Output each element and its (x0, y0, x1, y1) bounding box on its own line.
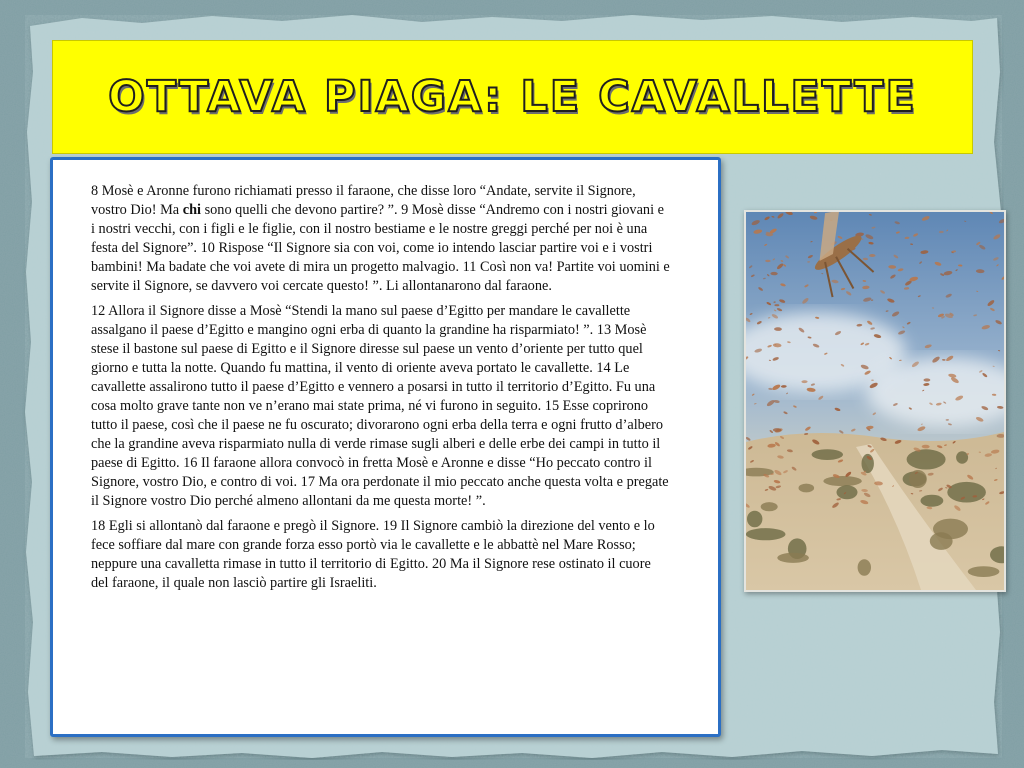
paragraph-3: 18 Egli si allontanò dal faraone e pregò il Signore. 19 Il Signore cambiò la direzione del vento e lo fece soffiare dal mare con grande forza esso portò via le cavallette e le abbattè nel Mare Rosso; neppure una cavalletta rimase in tutto il territorio di Egitto. 20 Ma il Signore rese ostinato il cuore del faraone, il quale non lasciò partire gli Israeliti. (91, 518, 655, 591)
paragraph-1-start: 8 Mosè e Aronne furono richiamati presso il faraone, che disse loro “Andate, servite il Signore, vostro Dio! Ma (91, 183, 636, 218)
scripture-text (91, 182, 671, 599)
shrub (907, 449, 946, 469)
shrub (761, 502, 778, 511)
shrub (858, 559, 871, 576)
paragraph-1-end: sono quelli che devono partire? ”. 9 Mosè disse “Andremo con i nostri giovani e i nostri vecchi, con i figli e le figlie, con il nostro bestiame e le nostre greggi perché per noi è una festa del Signore”. 10 Rispose “Il Signore sia con voi, come io intendo lasciar partire voi e i vostri bambini! Ma badate che voi avete di mira un progetto malvagio. 11 Così non va! Partite voi uomini e servite il Signore, se davvero voi cercate questo! ”. Li allontanarono dal faraone. (91, 202, 670, 294)
shrub (777, 553, 809, 563)
shrub (921, 495, 944, 507)
shrub (747, 511, 762, 528)
scripture-text-box (50, 157, 721, 737)
locust-swarm-image (744, 210, 1006, 592)
shrub (930, 532, 953, 550)
paragraph-1 (91, 182, 671, 296)
shrub (799, 484, 815, 493)
shrub (909, 470, 927, 488)
slide-title: OTTAVA PIAGA: LE CAVALLETTE (108, 72, 917, 122)
paragraph-1-bold-word: chi (182, 202, 202, 218)
shrub (956, 451, 968, 463)
locust-swarm-illustration (746, 212, 1004, 590)
title-bar (52, 40, 973, 154)
shrub (746, 528, 786, 540)
shrub (837, 485, 858, 499)
shrub (823, 476, 861, 486)
shrub (947, 482, 986, 503)
shrub (812, 449, 843, 460)
shrub (968, 566, 1000, 577)
locust (869, 254, 875, 257)
paragraph-2: 12 Allora il Signore disse a Mosè “Stendi la mano sul paese d’Egitto per mandare le cavallette assalgano il paese d’Egitto e mangino ogni erba di quanto la grandine ha risparmiato! ”. 13 Mosè stese il bastone sul paese di Egitto e il Signore diresse sul paese un vento d’oriente per tutto quel giorno e tutta la notte. Quando fu mattina, il vento di oriente aveva portato le cavallette. 14 Le cavallette assalirono tutto il paese d’Egitto e vennero a posarsi in tutto il territorio d’Egitto. Fu una cosa molto grave tante non ve n’erano mai state prima, né vi furono in seguito. 15 Esse coprirono tutto il paese, così che il paese ne fu oscurato; divorarono ogni erba della terra e ogni frutto d’albero che la grandine aveva risparmiato nulla di verde rimase sugli alberi e delle erbe dei campi in tutto il paese di Egitto. 16 Il faraone allora convocò in fretta Mosè e Aronne e disse “Ho peccato contro il Signore, vostro Dio, e contro di voi. 17 Ma ora perdonate il mio peccato anche questa volta e pregate il Signore vostro Dio perché almeno allontani da me questa morte! ”. (91, 303, 669, 509)
